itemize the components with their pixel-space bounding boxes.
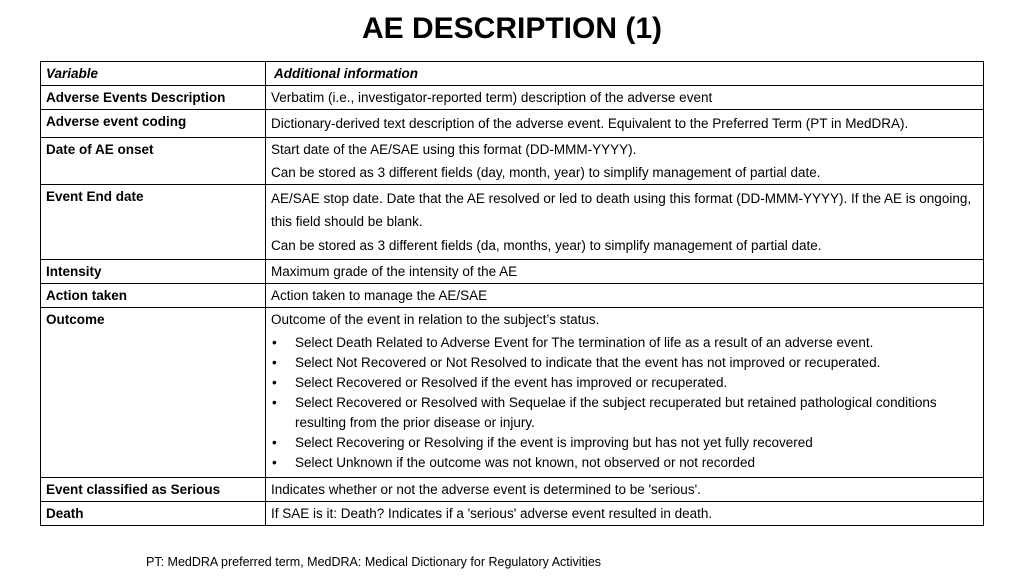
info-cell [266,502,984,526]
info-line: Can be stored as 3 different fields (da, months, year) to simplify management of partial date. [271,238,822,253]
variable-cell: Intensity [41,260,266,284]
page-title: AE DESCRIPTION (1) [361,12,663,45]
info-cell [266,284,984,308]
list-item: • Select Unknown if the outcome was not known, not observed or not recorded [271,453,978,473]
variable-cell: Date of AE onset [41,138,266,185]
table-row [41,185,984,260]
info-line: Outcome of the event in relation to the subject’s status. [271,312,600,327]
table-row [41,110,984,138]
footnote: PT: MedDRA preferred term, MedDRA: Medical Dictionary for Regulatory Activities [146,555,602,569]
info-line: Verbatim (i.e., investigator-reported term) description of the adverse event [271,90,713,105]
table-header-row [41,62,984,86]
table-row [41,138,984,185]
table-row [41,502,984,526]
ae-description-table [40,61,984,526]
info-line: Action taken to manage the AE/SAE [271,288,488,303]
info-line: Can be stored as 3 different fields (day, month, year) to simplify management of partial date. [271,165,821,180]
info-line: Dictionary-derived text description of the adverse event. Equivalent to the Preferred Term (PT in MedDRA). [271,116,909,131]
variable-cell: Death [41,502,266,526]
info-line: If SAE is it: Death? Indicates if a 'serious' adverse event resulted in death. [271,506,713,521]
table-row [41,260,984,284]
info-cell [266,86,984,110]
outcome-options-list [271,333,978,473]
variable-cell: Outcome [41,308,266,478]
info-line: AE/SAE stop date. Date that the AE resolved or led to death using this format (DD-MMM-YYYY). If the AE is ongoing, this field should be blank. [271,191,972,229]
header-variable: Variable [41,62,266,86]
list-item: • Select Not Recovered or Not Resolved to indicate that the event has not improved or recuperated. [271,353,978,373]
list-item: • Select Recovered or Resolved if the event has improved or recuperated. [271,373,978,393]
info-cell [266,110,984,138]
table-row [41,86,984,110]
variable-cell: Adverse Events Description [41,86,266,110]
list-item: • Select Recovering or Resolving if the event is improving but has not yet fully recovered [271,433,978,453]
variable-cell: Action taken [41,284,266,308]
table-row [41,308,984,478]
variable-cell: Event classified as Serious [41,478,266,502]
list-item: • Select Recovered or Resolved with Sequelae if the subject recuperated but retained pathological conditions resulting from the prior disease or injury. [271,393,978,433]
header-additional-information: Additional information [266,62,984,86]
info-cell [266,308,984,478]
info-line: Maximum grade of the intensity of the AE [271,264,518,279]
info-cell [266,185,984,260]
info-line: Indicates whether or not the adverse event is determined to be 'serious'. [271,482,701,497]
table-row [41,284,984,308]
variable-cell: Event End date [41,185,266,260]
table-row [41,478,984,502]
info-cell [266,138,984,185]
info-cell [266,260,984,284]
list-item: • Select Death Related to Adverse Event for The termination of life as a result of an adverse event. [271,333,978,353]
variable-cell: Adverse event coding [41,110,266,138]
info-line: Start date of the AE/SAE using this format (DD-MMM-YYYY). [271,142,637,157]
info-cell [266,478,984,502]
